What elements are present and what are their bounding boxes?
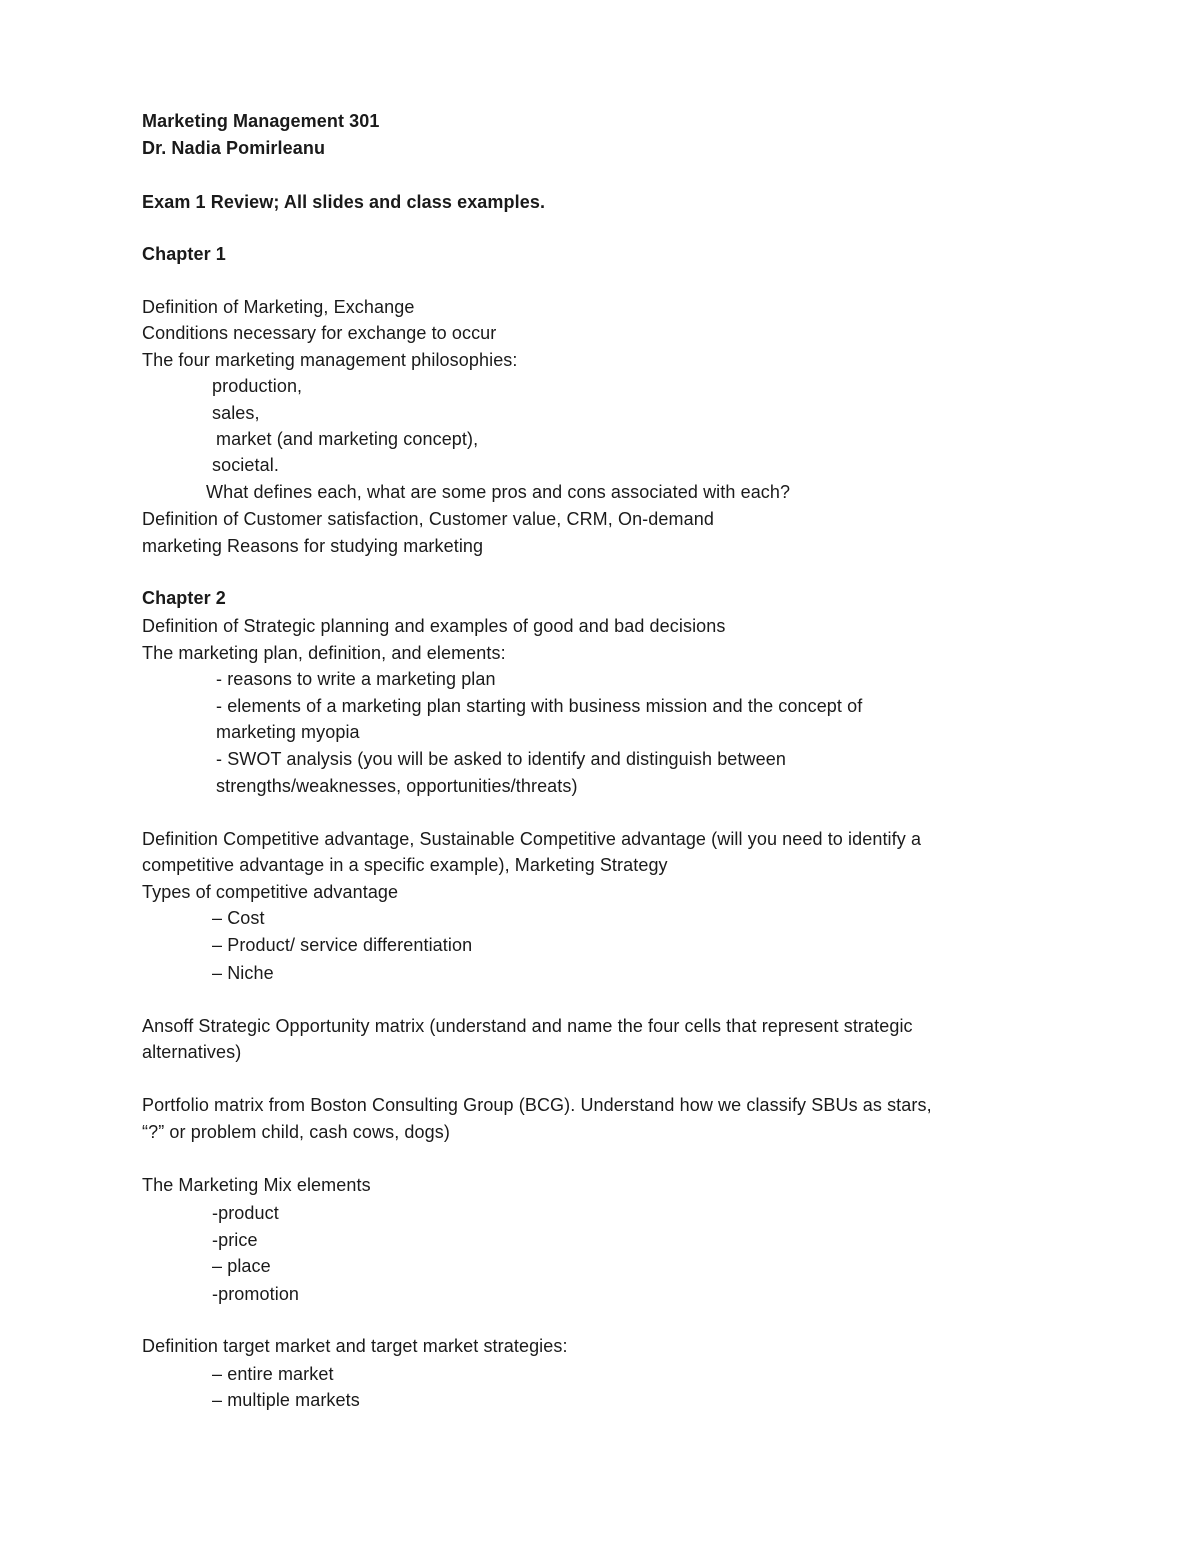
target-market-strategy: – multiple markets [212, 1390, 360, 1410]
plan-item: - reasons to write a marketing plan [216, 669, 496, 689]
plan-item: strengths/weaknesses, opportunities/threats) [216, 776, 578, 796]
competitive-advantage-line: Definition Competitive advantage, Sustainable Competitive advantage (will you need to identify a [142, 829, 922, 849]
definitions-line: marketing Reasons for studying marketing [142, 536, 484, 556]
types-heading: Types of competitive advantage [142, 882, 399, 902]
marketing-mix-item: – place [212, 1256, 271, 1276]
instructor-name: Dr. Nadia Pomirleanu [142, 138, 326, 158]
strategic-planning-line: Definition of Strategic planning and examples of good and bad decisions [142, 616, 726, 636]
exam-note: Exam 1 Review; All slides and class examples. [142, 192, 546, 212]
marketing-mix-item: -promotion [212, 1284, 300, 1304]
plan-item: marketing myopia [216, 722, 360, 742]
advantage-type: – Cost [212, 908, 265, 928]
chapter-2-heading: Chapter 2 [142, 588, 226, 608]
philosophy-item: societal. [212, 455, 279, 475]
plan-item: - elements of a marketing plan starting with business mission and the concept of [216, 696, 863, 716]
advantage-type: – Product/ service differentiation [212, 935, 473, 955]
philosophy-question: What defines each, what are some pros and cons associated with each? [206, 482, 791, 502]
plan-item: - SWOT analysis (you will be asked to identify and distinguish between [216, 749, 786, 769]
target-market-strategy: – entire market [212, 1364, 334, 1384]
bcg-line: “?” or problem child, cash cows, dogs) [142, 1122, 450, 1142]
definitions-line: Definition of Customer satisfaction, Customer value, CRM, On-demand [142, 509, 714, 529]
chapter-1-heading: Chapter 1 [142, 244, 226, 264]
marketing-mix-heading: The Marketing Mix elements [142, 1175, 371, 1195]
target-market-heading: Definition target market and target market strategies: [142, 1336, 568, 1356]
ansoff-line: Ansoff Strategic Opportunity matrix (understand and name the four cells that represent strategic [142, 1016, 913, 1036]
marketing-mix-item: -product [212, 1203, 279, 1223]
marketing-mix-item: -price [212, 1230, 258, 1250]
chapter-1-line: Definition of Marketing, Exchange [142, 297, 415, 317]
bcg-line: Portfolio matrix from Boston Consulting Group (BCG). Understand how we classify SBUs as stars, [142, 1095, 932, 1115]
philosophy-item: market (and marketing concept), [216, 429, 479, 449]
chapter-1-line: Conditions necessary for exchange to occur [142, 323, 497, 343]
marketing-plan-line: The marketing plan, definition, and elements: [142, 643, 506, 663]
philosophy-item: sales, [212, 403, 260, 423]
philosophy-item: production, [212, 376, 303, 396]
ansoff-line: alternatives) [142, 1042, 242, 1062]
course-title: Marketing Management 301 [142, 111, 380, 131]
competitive-advantage-line: competitive advantage in a specific example), Marketing Strategy [142, 855, 668, 875]
advantage-type: – Niche [212, 963, 274, 983]
chapter-1-line: The four marketing management philosophies: [142, 350, 518, 370]
